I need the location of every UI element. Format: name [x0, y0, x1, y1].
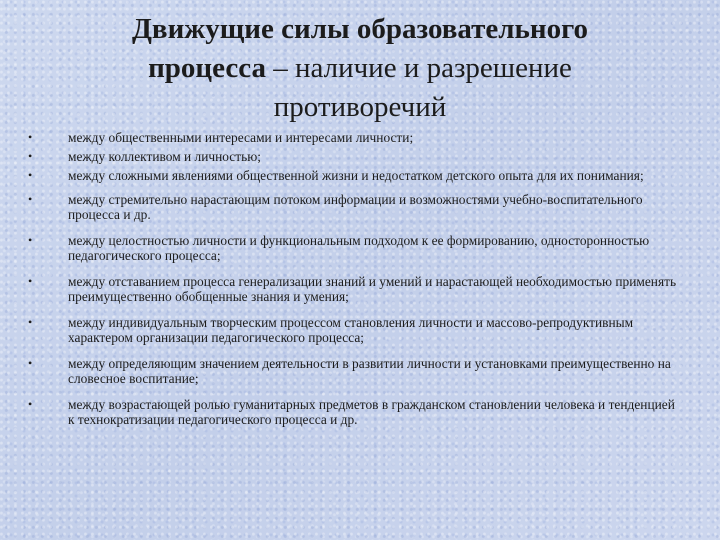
list-item-text: между целостностью личности и функциональным подходом к ее формированию, односторонностью педагогического процесса; — [68, 233, 650, 263]
bullet-icon: • — [28, 315, 33, 329]
list-item-text: между отставанием процесса генерализации знаний и умений и нарастающей необходимостью применять преимущественно обобщенные знания и умения; — [68, 274, 677, 304]
bullet-icon: • — [28, 168, 33, 182]
list-item — [28, 233, 678, 263]
bullet-icon: • — [28, 130, 33, 144]
list-item — [28, 397, 678, 427]
list-item — [28, 274, 678, 304]
title-bold-part: Движущие силы образовательного процесса — [131, 13, 589, 84]
list-item-text: между индивидуальным творческим процессом становления личности и массово-репродуктивным характером организации педагогического процесса; — [68, 315, 634, 345]
slide-title — [90, 10, 630, 127]
list-item — [28, 192, 678, 222]
bullet-icon: • — [28, 192, 33, 206]
bullet-icon: • — [28, 149, 33, 163]
list-item — [28, 356, 678, 386]
list-item-text: между сложными явлениями общественной жизни и недостатком детского опыта для их понимания; — [68, 168, 644, 183]
list-item-text: между определяющим значением деятельности в развитии личности и установками преимущественно на словесное воспитание; — [68, 356, 671, 386]
title-normal-part: – наличие и разрешение противоречий — [265, 52, 572, 123]
list-item-text: между стремительно нарастающим потоком информации и возможностями учебно-воспитательного процесса и др. — [68, 192, 643, 222]
list-item — [28, 168, 678, 183]
list-item-text: между общественными интересами и интересами личности; — [68, 130, 414, 145]
bullet-icon: • — [28, 397, 33, 411]
list-item — [28, 315, 678, 345]
bullet-icon: • — [28, 274, 33, 288]
list-item-text: между коллективом и личностью; — [68, 149, 261, 164]
list-item — [28, 130, 678, 145]
list-item — [28, 149, 678, 164]
bullet-icon: • — [28, 356, 33, 370]
list-item-text: между возрастающей ролью гуманитарных предметов в гражданском становлении человека и тенденцией к технократизации педагогического процесса и др. — [68, 397, 675, 427]
bullet-icon: • — [28, 233, 33, 247]
contradictions-list — [28, 130, 678, 427]
